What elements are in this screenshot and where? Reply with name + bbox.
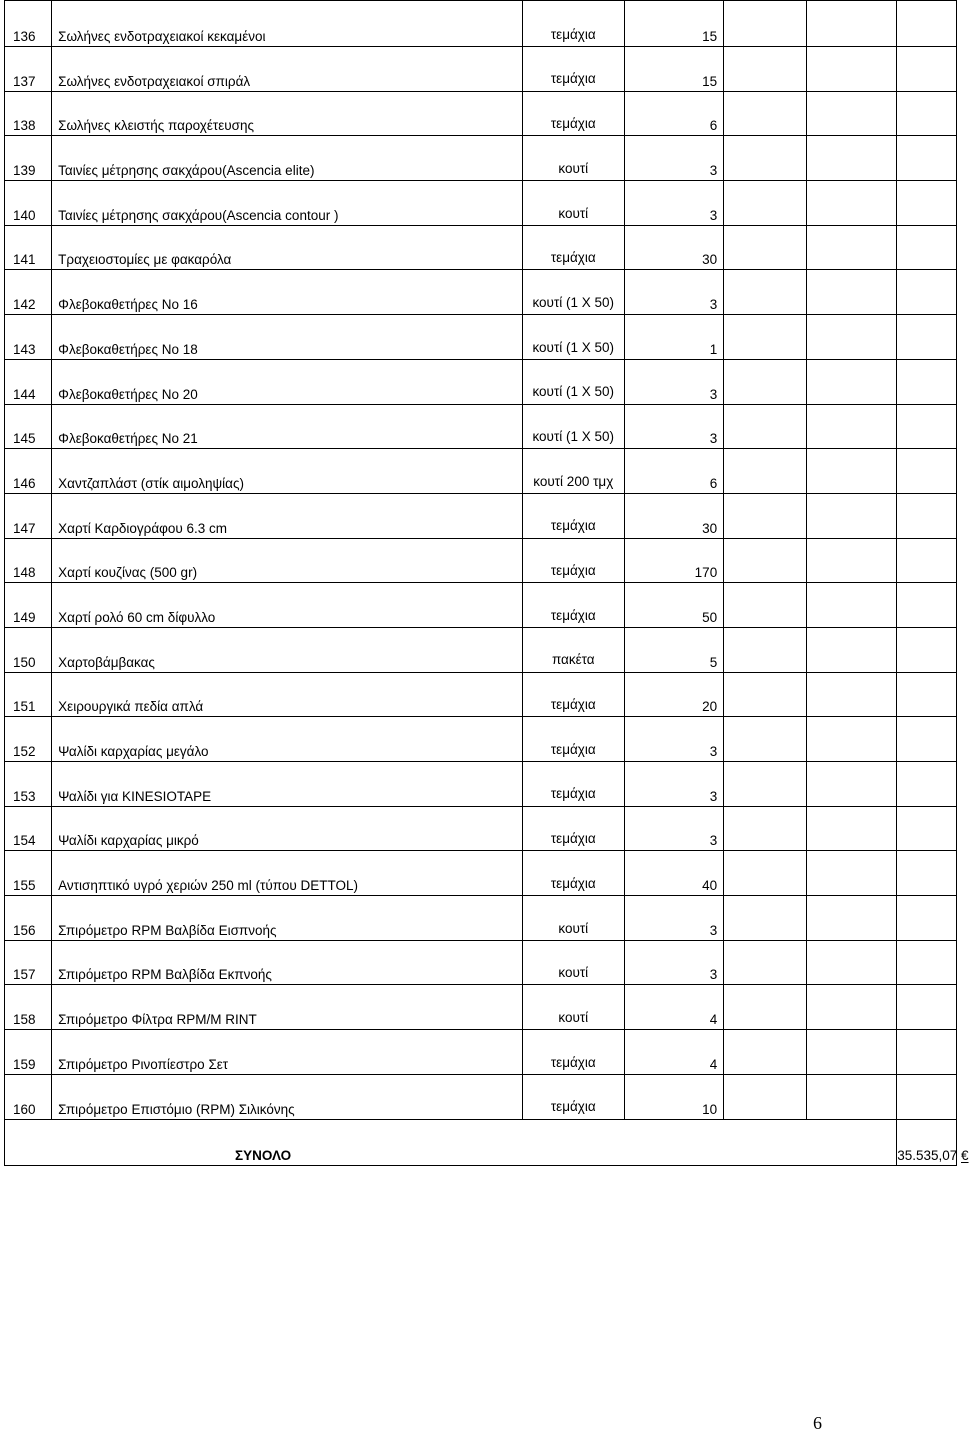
item-description: Ψαλίδι καρχαρίας μεγάλο bbox=[52, 717, 523, 762]
empty-cell bbox=[807, 717, 897, 762]
row-number: 146 bbox=[5, 449, 52, 494]
item-quantity: 15 bbox=[624, 47, 724, 92]
item-unit: τεμάχια bbox=[522, 672, 624, 717]
empty-cell bbox=[807, 762, 897, 807]
row-number: 147 bbox=[5, 493, 52, 538]
empty-cell bbox=[897, 136, 957, 181]
table-row bbox=[5, 181, 957, 226]
table-row bbox=[5, 359, 957, 404]
empty-cell bbox=[724, 762, 807, 807]
empty-cell bbox=[807, 985, 897, 1030]
empty-cell bbox=[807, 672, 897, 717]
item-description: Σπιρόμετρο Επιστόμιο (RPM) Σιλικόνης bbox=[52, 1074, 523, 1119]
row-number: 152 bbox=[5, 717, 52, 762]
item-description: Ψαλίδι καρχαρίας μικρό bbox=[52, 806, 523, 851]
item-description: Σωλήνες ενδοτραχειακοί κεκαμένοι bbox=[52, 1, 523, 47]
item-description: Φλεβοκαθετήρες Νο 18 bbox=[52, 315, 523, 360]
empty-cell bbox=[807, 181, 897, 226]
item-unit: κουτί (1 Χ 50) bbox=[522, 404, 624, 449]
empty-cell bbox=[724, 538, 807, 583]
item-quantity: 50 bbox=[624, 583, 724, 628]
empty-cell bbox=[724, 851, 807, 896]
table-row bbox=[5, 985, 957, 1030]
empty-cell bbox=[724, 315, 807, 360]
empty-cell bbox=[897, 762, 957, 807]
empty-cell bbox=[807, 359, 897, 404]
table-row bbox=[5, 449, 957, 494]
empty-cell bbox=[807, 806, 897, 851]
item-quantity: 30 bbox=[624, 225, 724, 270]
empty-cell bbox=[724, 404, 807, 449]
empty-cell bbox=[897, 404, 957, 449]
item-quantity: 3 bbox=[624, 136, 724, 181]
total-amount: 35.535,07 bbox=[897, 1147, 958, 1163]
item-description: Σπιρόμετρο Φίλτρα RPM/M RINT bbox=[52, 985, 523, 1030]
item-description: Φλεβοκαθετήρες Νο 20 bbox=[52, 359, 523, 404]
item-quantity: 4 bbox=[624, 985, 724, 1030]
item-description: Χαρτί Καρδιογράφου 6.3 cm bbox=[52, 493, 523, 538]
items-table-body bbox=[5, 1, 957, 1120]
item-unit: κουτί (1 Χ 50) bbox=[522, 270, 624, 315]
item-description: Χαρτί κουζίνας (500 gr) bbox=[52, 538, 523, 583]
empty-cell bbox=[807, 583, 897, 628]
item-unit: τεμάχια bbox=[522, 583, 624, 628]
empty-cell bbox=[724, 225, 807, 270]
empty-cell bbox=[807, 1030, 897, 1075]
empty-cell bbox=[724, 47, 807, 92]
item-description: Σωλήνες κλειστής παροχέτευσης bbox=[52, 91, 523, 136]
row-number: 142 bbox=[5, 270, 52, 315]
item-description: Σωλήνες ενδοτραχειακοί σπιράλ bbox=[52, 47, 523, 92]
row-number: 156 bbox=[5, 896, 52, 941]
table-row bbox=[5, 493, 957, 538]
empty-cell bbox=[807, 449, 897, 494]
item-quantity: 15 bbox=[624, 1, 724, 47]
empty-cell bbox=[897, 896, 957, 941]
table-row bbox=[5, 627, 957, 672]
empty-cell bbox=[807, 940, 897, 985]
item-description: Ταινίες μέτρησης σακχάρου(Ascencia contour ) bbox=[52, 181, 523, 226]
item-quantity: 3 bbox=[624, 270, 724, 315]
empty-cell bbox=[807, 896, 897, 941]
table-row bbox=[5, 225, 957, 270]
item-quantity: 3 bbox=[624, 806, 724, 851]
item-unit: κουτί bbox=[522, 940, 624, 985]
empty-cell bbox=[897, 583, 957, 628]
empty-cell bbox=[897, 270, 957, 315]
empty-cell bbox=[807, 538, 897, 583]
item-description: Χαρτί ρολό 60 cm δίφυλλο bbox=[52, 583, 523, 628]
empty-cell bbox=[897, 449, 957, 494]
item-unit: κουτί bbox=[522, 896, 624, 941]
row-number: 143 bbox=[5, 315, 52, 360]
empty-cell bbox=[724, 985, 807, 1030]
table-row bbox=[5, 717, 957, 762]
item-description: Χαρτοβάμβακας bbox=[52, 627, 523, 672]
empty-cell bbox=[724, 896, 807, 941]
table-row bbox=[5, 1074, 957, 1119]
table-row bbox=[5, 136, 957, 181]
item-quantity: 3 bbox=[624, 940, 724, 985]
item-unit: τεμάχια bbox=[522, 493, 624, 538]
item-unit: τεμάχια bbox=[522, 1, 624, 47]
row-number: 158 bbox=[5, 985, 52, 1030]
empty-cell bbox=[724, 1030, 807, 1075]
empty-cell bbox=[807, 47, 897, 92]
table-row bbox=[5, 47, 957, 92]
total-row bbox=[5, 1119, 957, 1165]
row-number: 140 bbox=[5, 181, 52, 226]
table-row bbox=[5, 404, 957, 449]
row-number: 153 bbox=[5, 762, 52, 807]
empty-cell bbox=[724, 1, 807, 47]
empty-cell bbox=[724, 940, 807, 985]
item-description: Φλεβοκαθετήρες Νο 21 bbox=[52, 404, 523, 449]
items-table bbox=[4, 0, 969, 1166]
empty-cell bbox=[897, 627, 957, 672]
row-number: 159 bbox=[5, 1030, 52, 1075]
item-unit: τεμάχια bbox=[522, 717, 624, 762]
table-row bbox=[5, 851, 957, 896]
item-quantity: 10 bbox=[624, 1074, 724, 1119]
empty-cell bbox=[897, 91, 957, 136]
empty-cell bbox=[724, 359, 807, 404]
row-number: 136 bbox=[5, 1, 52, 47]
empty-cell bbox=[724, 449, 807, 494]
item-description: Αντισηπτικό υγρό χεριών 250 ml (τύπου DETTOL) bbox=[52, 851, 523, 896]
empty-cell bbox=[897, 181, 957, 226]
row-number: 155 bbox=[5, 851, 52, 896]
empty-cell bbox=[897, 851, 957, 896]
empty-cell bbox=[724, 91, 807, 136]
item-quantity: 30 bbox=[624, 493, 724, 538]
empty-cell bbox=[897, 672, 957, 717]
table-row bbox=[5, 672, 957, 717]
row-number: 150 bbox=[5, 627, 52, 672]
item-description: Ταινίες μέτρησης σακχάρου(Ascencia elite) bbox=[52, 136, 523, 181]
table-row bbox=[5, 270, 957, 315]
item-unit: τεμάχια bbox=[522, 806, 624, 851]
item-unit: τεμάχια bbox=[522, 1074, 624, 1119]
item-unit: κουτί bbox=[522, 985, 624, 1030]
empty-cell bbox=[807, 493, 897, 538]
empty-cell bbox=[807, 404, 897, 449]
item-unit: τεμάχια bbox=[522, 1030, 624, 1075]
table-row bbox=[5, 583, 957, 628]
item-unit: τεμάχια bbox=[522, 851, 624, 896]
item-quantity: 5 bbox=[624, 627, 724, 672]
empty-cell bbox=[724, 583, 807, 628]
row-number: 149 bbox=[5, 583, 52, 628]
empty-cell bbox=[807, 315, 897, 360]
empty-cell bbox=[807, 1, 897, 47]
item-quantity: 3 bbox=[624, 717, 724, 762]
empty-cell bbox=[724, 270, 807, 315]
table-row bbox=[5, 315, 957, 360]
item-unit: κουτί (1 Χ 50) bbox=[522, 315, 624, 360]
empty-cell bbox=[897, 225, 957, 270]
empty-cell bbox=[897, 359, 957, 404]
empty-cell bbox=[724, 136, 807, 181]
currency-symbol: € bbox=[961, 1147, 969, 1163]
empty-cell bbox=[897, 493, 957, 538]
item-quantity: 4 bbox=[624, 1030, 724, 1075]
empty-cell bbox=[807, 627, 897, 672]
row-number: 157 bbox=[5, 940, 52, 985]
empty-cell bbox=[807, 1074, 897, 1119]
empty-cell bbox=[807, 91, 897, 136]
row-number: 154 bbox=[5, 806, 52, 851]
page-number: 6 bbox=[813, 1413, 822, 1433]
row-number: 144 bbox=[5, 359, 52, 404]
empty-cell bbox=[807, 270, 897, 315]
empty-cell bbox=[897, 985, 957, 1030]
item-unit: κουτί 200 τμχ bbox=[522, 449, 624, 494]
empty-cell bbox=[724, 672, 807, 717]
empty-cell bbox=[724, 493, 807, 538]
item-quantity: 3 bbox=[624, 404, 724, 449]
row-number: 148 bbox=[5, 538, 52, 583]
empty-cell bbox=[897, 806, 957, 851]
item-unit: πακέτα bbox=[522, 627, 624, 672]
row-number: 137 bbox=[5, 47, 52, 92]
table-row bbox=[5, 762, 957, 807]
empty-cell bbox=[724, 627, 807, 672]
item-description: Σπιρόμετρο Ρινοπίεστρο Σετ bbox=[52, 1030, 523, 1075]
row-number: 145 bbox=[5, 404, 52, 449]
item-quantity: 3 bbox=[624, 896, 724, 941]
item-unit: κουτί bbox=[522, 136, 624, 181]
empty-cell bbox=[724, 806, 807, 851]
empty-cell bbox=[897, 1030, 957, 1075]
total-label: ΣΥΝΟΛΟ bbox=[5, 1119, 897, 1165]
item-quantity: 3 bbox=[624, 359, 724, 404]
item-unit: κουτί (1 Χ 50) bbox=[522, 359, 624, 404]
empty-cell bbox=[807, 225, 897, 270]
empty-cell bbox=[724, 1074, 807, 1119]
table-row bbox=[5, 538, 957, 583]
item-quantity: 40 bbox=[624, 851, 724, 896]
item-unit: τεμάχια bbox=[522, 47, 624, 92]
item-unit: τεμάχια bbox=[522, 225, 624, 270]
empty-cell bbox=[897, 1, 957, 47]
item-description: Σπιρόμετρο RPM Βαλβίδα Εκπνοής bbox=[52, 940, 523, 985]
item-quantity: 3 bbox=[624, 181, 724, 226]
item-description: Τραχειοστομίες με φακαρόλα bbox=[52, 225, 523, 270]
item-description: Ψαλίδι για KINESIOTAPE bbox=[52, 762, 523, 807]
row-number: 151 bbox=[5, 672, 52, 717]
empty-cell bbox=[897, 315, 957, 360]
empty-cell bbox=[724, 181, 807, 226]
table-row bbox=[5, 1030, 957, 1075]
item-unit: τεμάχια bbox=[522, 538, 624, 583]
item-quantity: 1 bbox=[624, 315, 724, 360]
row-number: 139 bbox=[5, 136, 52, 181]
item-quantity: 20 bbox=[624, 672, 724, 717]
item-quantity: 170 bbox=[624, 538, 724, 583]
item-quantity: 6 bbox=[624, 449, 724, 494]
table-row bbox=[5, 1, 957, 47]
item-unit: τεμάχια bbox=[522, 762, 624, 807]
item-description: Φλεβοκαθετήρες Νο 16 bbox=[52, 270, 523, 315]
row-number: 138 bbox=[5, 91, 52, 136]
item-quantity: 3 bbox=[624, 762, 724, 807]
empty-cell bbox=[897, 47, 957, 92]
empty-cell bbox=[897, 1074, 957, 1119]
empty-cell bbox=[897, 940, 957, 985]
empty-cell bbox=[724, 717, 807, 762]
item-unit: κουτί bbox=[522, 181, 624, 226]
empty-cell bbox=[897, 538, 957, 583]
item-unit: τεμάχια bbox=[522, 91, 624, 136]
total-value bbox=[897, 1119, 969, 1165]
empty-cell bbox=[807, 136, 897, 181]
item-description: Χαντζαπλάστ (στίκ αιμοληψίας) bbox=[52, 449, 523, 494]
table-row bbox=[5, 91, 957, 136]
row-number: 141 bbox=[5, 225, 52, 270]
item-description: Σπιρόμετρο RPM Βαλβίδα Εισπνοής bbox=[52, 896, 523, 941]
table-row bbox=[5, 806, 957, 851]
table-row bbox=[5, 896, 957, 941]
item-description: Χειρουργικά πεδία απλά bbox=[52, 672, 523, 717]
empty-cell bbox=[807, 851, 897, 896]
row-number: 160 bbox=[5, 1074, 52, 1119]
table-row bbox=[5, 940, 957, 985]
item-quantity: 6 bbox=[624, 91, 724, 136]
empty-cell bbox=[897, 717, 957, 762]
